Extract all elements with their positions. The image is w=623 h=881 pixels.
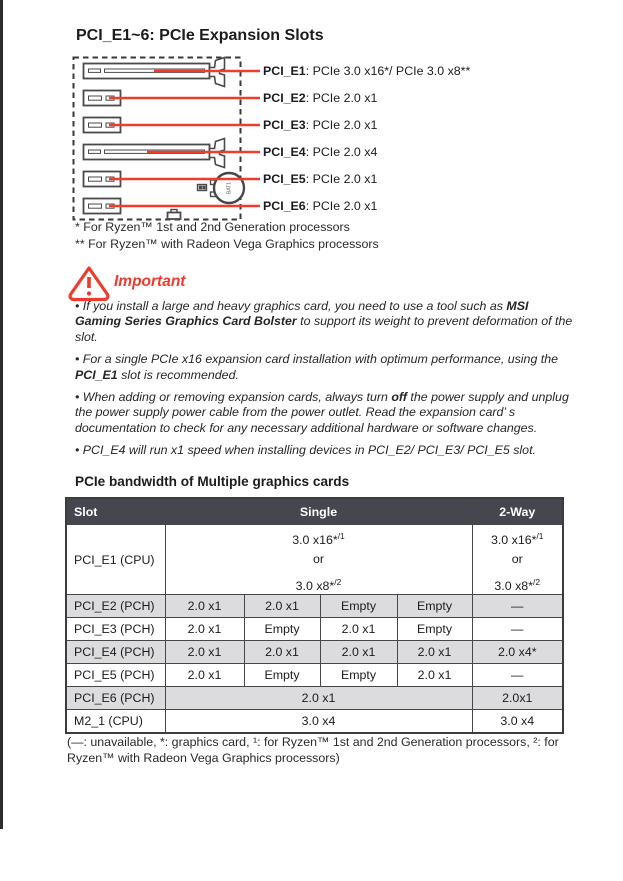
table-cell: Empty bbox=[320, 595, 397, 618]
table-cell: Empty bbox=[397, 595, 472, 618]
table-row-label: PCI_E2 (PCH) bbox=[66, 595, 165, 618]
table-cell: Empty bbox=[320, 664, 397, 687]
warning-triangle-icon bbox=[66, 264, 112, 302]
bandwidth-heading: PCIe bandwidth of Multiple graphics cards bbox=[75, 474, 350, 489]
slot-desc: : PCIe 2.0 x1 bbox=[305, 118, 378, 132]
slot-name: PCI_E1 bbox=[263, 64, 306, 78]
table-cell: 2.0 x1 bbox=[320, 618, 397, 641]
table-cell: 3.0 x4 bbox=[472, 710, 563, 734]
important-bullet: • For a single PCIe x16 expansion card installation with optimum performance, using the PCI_E1 slot is recommended. bbox=[75, 352, 558, 382]
slot-name: PCI_E5 bbox=[263, 172, 306, 186]
diagram-footnote-1: * For Ryzen™ 1st and 2nd Generation processors bbox=[75, 220, 350, 234]
important-heading: Important bbox=[114, 273, 186, 290]
table-row-label: PCI_E3 (PCH) bbox=[66, 618, 165, 641]
table-cell: 3.0 x16*$^{/1}$ or 3.0 x8*$^{/2}$ bbox=[165, 525, 472, 595]
table-cell: 3.0 x16*$^{/1}$ or 3.0 x8*$^{/2}$ bbox=[472, 525, 563, 595]
table-row-label: PCI_E1 (CPU) bbox=[66, 525, 165, 595]
table-cell: 2.0 x1 bbox=[397, 664, 472, 687]
table-row bbox=[66, 664, 563, 687]
slot-desc: : PCIe 2.0 x1 bbox=[305, 91, 378, 105]
important-bullet: • When adding or removing expansion cards, always turn off the power supply and unplug the power supply power cable from the power outlet. Read the expansion card’ s documentation to check for any necessary additional hardware or software changes. bbox=[75, 390, 569, 435]
table-cell: 2.0 x1 bbox=[165, 595, 244, 618]
table-cell: 2.0 x1 bbox=[244, 641, 320, 664]
table-row bbox=[66, 710, 563, 734]
important-bullets bbox=[75, 299, 574, 466]
slot-name: PCI_E6 bbox=[263, 199, 306, 213]
table-row-label: PCI_E6 (PCH) bbox=[66, 687, 165, 710]
table-row bbox=[66, 641, 563, 664]
header-slot: Slot bbox=[66, 498, 165, 525]
table-cell: 2.0 x1 bbox=[397, 641, 472, 664]
table-cell: 2.0 x1 bbox=[244, 595, 320, 618]
table-cell: 2.0 x1 bbox=[165, 618, 244, 641]
jumper-component bbox=[198, 185, 207, 191]
battery-label: BAT1 bbox=[226, 181, 233, 195]
table-cell: 2.0 x4* bbox=[472, 641, 563, 664]
slot-desc: : PCIe 3.0 x16*/ PCIe 3.0 x8** bbox=[305, 64, 471, 78]
table-row-label: PCI_E4 (PCH) bbox=[66, 641, 165, 664]
table-cell: 3.0 x4 bbox=[165, 710, 472, 734]
table-row-label: PCI_E5 (PCH) bbox=[66, 664, 165, 687]
table-footnote: (—: unavailable, *: graphics card, ¹: for Ryzen™ 1st and 2nd Generation processors, ²: for Ryzen™ with Radeon Vega Graphics processors) bbox=[67, 735, 559, 765]
header-two-way: 2-Way bbox=[472, 498, 563, 525]
slot-name: PCI_E2 bbox=[263, 91, 306, 105]
bandwidth-table bbox=[65, 497, 564, 734]
diagram-footnote-2: ** For Ryzen™ with Radeon Vega Graphics processors bbox=[75, 237, 379, 251]
slot-label-pci-e6 bbox=[263, 198, 377, 214]
table-cell: 2.0 x1 bbox=[165, 687, 472, 710]
table-header-row bbox=[66, 498, 563, 525]
table-body bbox=[66, 525, 563, 734]
page-title: PCI_E1~6: PCIe Expansion Slots bbox=[76, 27, 324, 44]
slot-label-pci-e2 bbox=[263, 90, 377, 106]
table-row bbox=[66, 618, 563, 641]
table-cell: 2.0x1 bbox=[472, 687, 563, 710]
slot-desc: : PCIe 2.0 x1 bbox=[305, 172, 378, 186]
important-bullet: • If you install a large and heavy graphics card, you need to use a tool such as MSI Gaming Series Graphics Card Bolster to support its weight to prevent deformation of the slot. bbox=[75, 299, 573, 344]
page-edge-strip bbox=[0, 0, 3, 829]
table-row-label: M2_1 (CPU) bbox=[66, 710, 165, 734]
table-cell: 2.0 x1 bbox=[165, 641, 244, 664]
table-cell: 2.0 x1 bbox=[320, 641, 397, 664]
slot-name: PCI_E4 bbox=[263, 145, 306, 159]
slot-label-pci-e4 bbox=[263, 144, 377, 160]
table-cell: Empty bbox=[244, 618, 320, 641]
board-edge-tab bbox=[168, 210, 181, 220]
table-cell: Empty bbox=[244, 664, 320, 687]
table-cell: 2.0 x1 bbox=[165, 664, 244, 687]
slot-name: PCI_E3 bbox=[263, 118, 306, 132]
table-row bbox=[66, 525, 563, 595]
table-row bbox=[66, 595, 563, 618]
slot-label-pci-e3 bbox=[263, 117, 377, 133]
header-single: Single bbox=[165, 498, 472, 525]
table-row bbox=[66, 687, 563, 710]
slot-label-pci-e1 bbox=[263, 63, 470, 79]
table-header bbox=[66, 498, 563, 525]
table-cell: — bbox=[472, 595, 563, 618]
table-cell: — bbox=[472, 618, 563, 641]
slot-label-pci-e5 bbox=[263, 171, 377, 187]
slot-desc: : PCIe 2.0 x4 bbox=[305, 145, 378, 159]
important-bullet: • PCI_E4 will run x1 speed when installing devices in PCI_E2/ PCI_E3/ PCI_E5 slot. bbox=[75, 443, 536, 458]
cmos-battery bbox=[211, 173, 245, 203]
table-cell: Empty bbox=[397, 618, 472, 641]
pcie-slots-diagram bbox=[64, 54, 264, 224]
table-cell: — bbox=[472, 664, 563, 687]
slot-desc: : PCIe 2.0 x1 bbox=[305, 199, 378, 213]
